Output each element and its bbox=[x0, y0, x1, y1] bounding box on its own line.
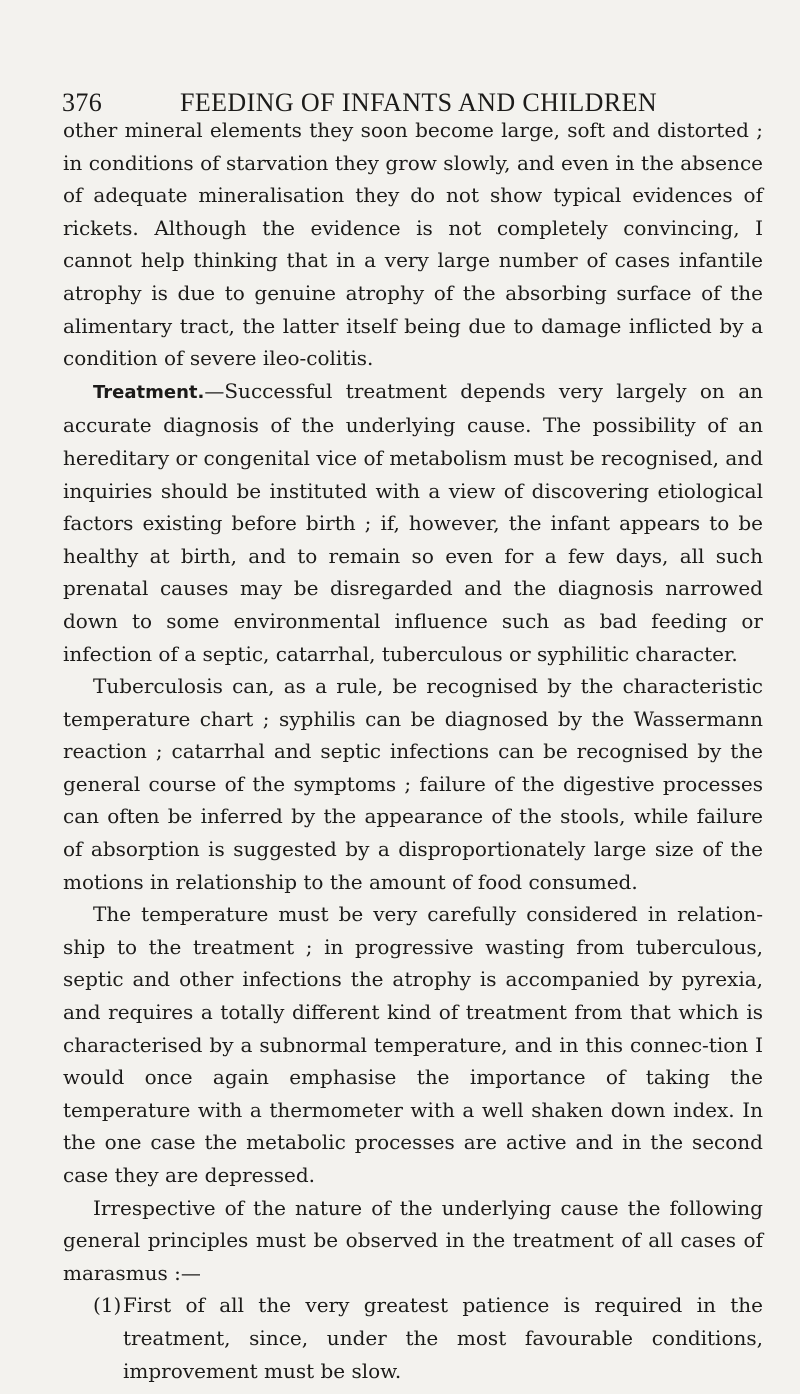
running-head: FEEDING OF INFANTS AND CHILDREN bbox=[180, 88, 658, 117]
paragraph: other mineral elements they soon become large, soft and distorted ; in conditions of starvation they grow slowly, and even in the absence of adequate mineralisation they do not show typical evidences of rickets. Although the evidence is not completely convincing, I cannot help thinking that in a very large number of cases infantile atrophy is due to genuine atrophy of the absorbing surface of the alimentary tract, the latter itself being due to damage inflicted by a condition of severe ileo-colitis. bbox=[63, 118, 763, 371]
treatment-heading: Treatment. bbox=[93, 381, 205, 403]
paragraph: The temperature must be very carefully considered in relation-ship to the treatment ; in progressive wasting from tuberculous, septic and other infections the atrophy is accompanied by pyrexia, and requires a totally different kind of treatment from that which is characterised by a subnormal temperature, and in this connec-tion I would once again emphasise the importance of taking the temperature with a thermometer with a well shaken down index. In the one case the metabolic processes are active and in the second case they are depressed. bbox=[63, 902, 763, 1187]
list-item-number: (1) bbox=[93, 1293, 122, 1318]
list-item bbox=[63, 1289, 763, 1387]
paragraph: Irrespective of the nature of the underlying cause the following general principles must be observed in the treatment of all cases of marasmus :— bbox=[63, 1195, 763, 1285]
treatment-paragraph bbox=[63, 375, 763, 670]
treatment-text: —Successful treatment depends very largely on an accurate diagnosis of the underlying cause. The possibility of an hereditary or congenital vice of metabolism must be recognised, and inquiries should be instituted with a view of discovering etiological factors existing before birth ; if, however, the infant appears to be healthy at birth, and to remain so even for a few days, all such prenatal causes may be disregarded and the diagnosis narrowed down to some environmental influence such as bad feeding or infection of a septic, catarrhal, tuberculous or syphilitic character. bbox=[63, 378, 763, 666]
paragraph: Tuberculosis can, as a rule, be recognised by the characteristic temperature chart ; syphilis can be diagnosed by the Wassermann reaction ; catarrhal and septic infections can be recognised by the general course of the symptoms ; failure of the digestive processes can often be inferred by the appearance of the stools, while failure of absorption is suggested by a disproportionately large size of the motions in relationship to the amount of food consumed. bbox=[63, 674, 763, 894]
page-number: 376 bbox=[62, 88, 103, 117]
body-text bbox=[63, 114, 763, 1387]
list-item-text: First of all the very greatest patience is required in the treatment, since, under the most favourable conditions, improvement must be slow. bbox=[123, 1293, 763, 1383]
